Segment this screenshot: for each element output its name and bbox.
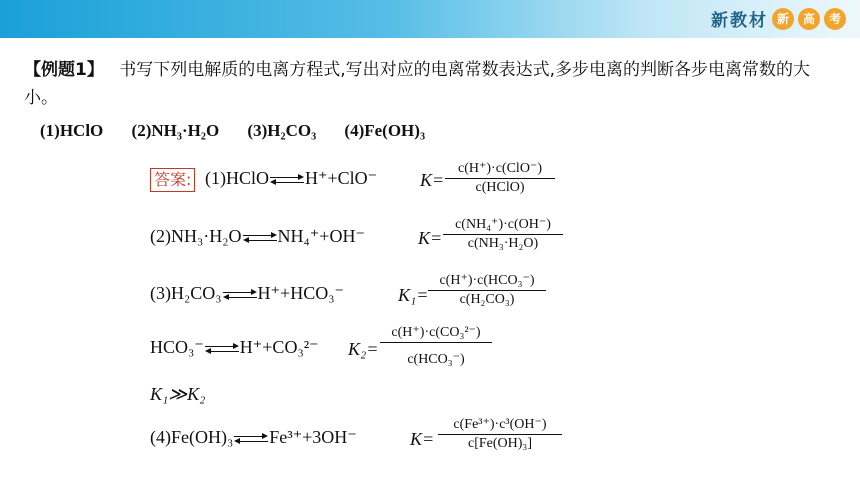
k-label: K= <box>418 228 443 248</box>
k-fraction <box>428 272 546 308</box>
badge-gao: 高 <box>798 8 820 30</box>
fraction-numerator: c(Fe³⁺)·c³(OH⁻) <box>438 416 562 435</box>
k-label: K= <box>410 429 435 449</box>
equation-1 <box>205 168 377 189</box>
fraction-numerator: c(H⁺)·c(CO₃²⁻) <box>380 324 492 343</box>
answer-label: 答案: <box>150 168 195 192</box>
k-label: K= <box>420 170 445 190</box>
equation-right: NH₄⁺+OH⁻ <box>277 226 365 246</box>
fraction-numerator: c(H⁺)·c(ClO⁻) <box>445 160 555 179</box>
question-item: (2)NH₃·H₂O <box>131 121 220 140</box>
brand-text: 新教材 <box>711 11 768 31</box>
badge-xin: 新 <box>772 8 794 30</box>
k-label: K₁= <box>398 285 429 305</box>
header-bar <box>0 0 860 38</box>
equation-4 <box>150 337 319 358</box>
question-item: (4)Fe(OH)₃ <box>344 121 426 140</box>
equation-left: (1)HClO <box>205 168 269 188</box>
question-stem <box>24 56 839 112</box>
equilibrium-arrow-icon <box>223 290 257 300</box>
equation-5 <box>150 427 357 448</box>
equation-right: H⁺+HCO₃⁻ <box>257 283 344 303</box>
fraction-denominator: c(HCO₃⁻) <box>407 352 465 367</box>
fraction-numerator: c(H⁺)·c(HCO₃⁻) <box>428 272 546 291</box>
equation-2 <box>150 226 365 247</box>
equation-left: HCO₃⁻ <box>150 337 204 357</box>
question-item: (3)H₂CO₃ <box>247 121 317 140</box>
question-tag: 【例题1】 <box>24 60 104 80</box>
equilibrium-arrow-icon <box>205 344 239 354</box>
equation-right: Fe³⁺+3OH⁻ <box>269 427 357 447</box>
k-label: K₂= <box>348 339 379 359</box>
question-text: 书写下列电解质的电离方程式,写出对应的电离常数表达式,多步电离的判断各步电离常数的大小。 <box>24 60 811 108</box>
equilibrium-arrow-icon <box>270 175 304 185</box>
equation-left: (3)H₂CO₃ <box>150 283 222 303</box>
question-items <box>40 121 425 141</box>
equation-right: H⁺+ClO⁻ <box>305 168 378 188</box>
question-item: (1)HClO <box>40 121 104 140</box>
fraction-numerator: c(NH₄⁺)·c(OH⁻) <box>443 216 563 235</box>
equilibrium-arrow-icon <box>243 233 277 243</box>
equilibrium-arrow-icon <box>234 434 268 444</box>
fraction-denominator: c[Fe(OH)₃] <box>468 436 532 451</box>
fraction-denominator: c(HClO) <box>475 180 525 195</box>
k-fraction <box>380 324 492 368</box>
equation-left: (4)Fe(OH)₃ <box>150 427 234 447</box>
equation-right: H⁺+CO₃²⁻ <box>239 337 319 357</box>
k-comparison: K₁≫K₂ <box>150 384 206 404</box>
fraction-denominator: c(NH₃·H₂O) <box>467 236 539 251</box>
k-fraction <box>438 416 562 452</box>
equation-left: (2)NH₃·H₂O <box>150 226 242 246</box>
badge-kao: 考 <box>824 8 846 30</box>
brand-logo <box>711 6 846 31</box>
k-fraction <box>445 160 555 196</box>
equation-3 <box>150 283 344 304</box>
fraction-denominator: c(H₂CO₃) <box>459 292 515 307</box>
k-fraction <box>443 216 563 252</box>
